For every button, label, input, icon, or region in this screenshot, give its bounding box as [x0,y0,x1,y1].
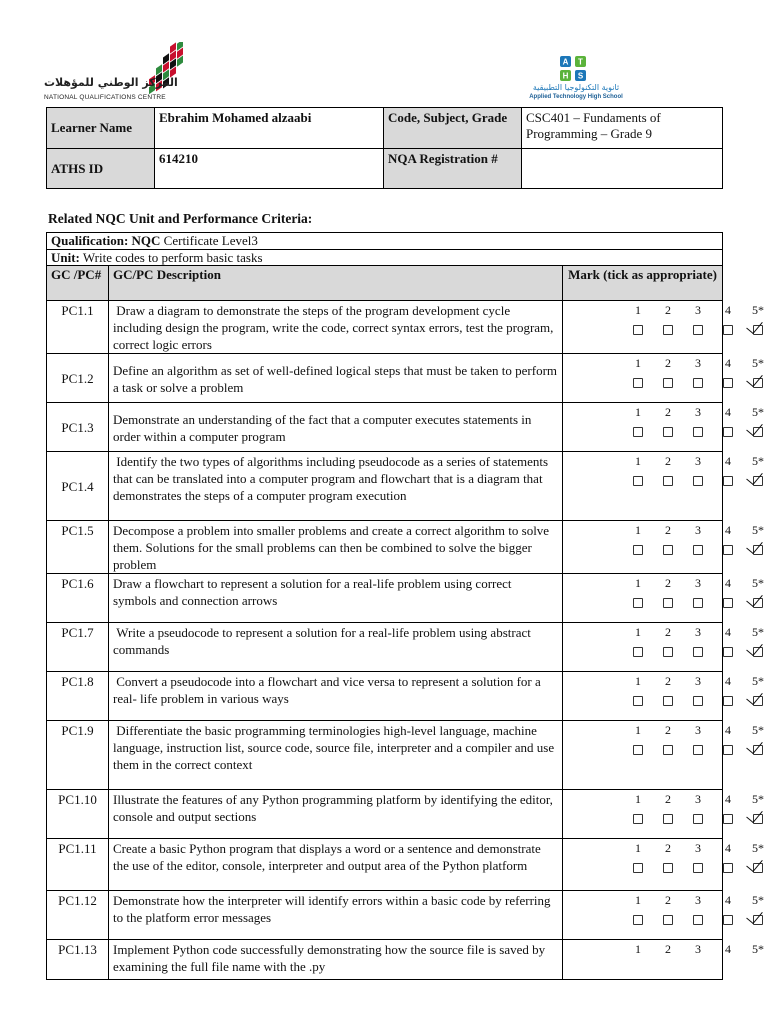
nqc-logo [44,42,184,106]
criterion-description: Identify the two types of algorithms including pseudocode as a series of statements that can be translated into a computer program and flowchart that is a diagram that demonstrates the steps of a computer program execution [109,452,563,521]
aths-letter-t: T [578,57,583,67]
mark-checkbox-cell [743,855,768,881]
mark-checkbox-icon[interactable] [723,598,733,608]
mark-scale-number: 1 [635,723,641,737]
aths-letter-s: S [577,71,584,81]
mark-scale-number: 5* [752,523,764,537]
criterion-row [47,721,723,790]
mark-checkbox-icon[interactable] [723,915,733,925]
qualification-row [47,233,723,250]
aths-letter-h: H [562,71,569,81]
mark-checkbox-cell [713,537,743,563]
criterion-row [47,354,723,403]
mark-checkbox-cell [743,639,768,665]
mark-checkbox-cell [653,537,683,563]
mark-scale-number: 3 [695,454,701,468]
mark-checkbox-icon[interactable] [663,598,673,608]
mark-scale-number: 3 [695,893,701,907]
mark-scale [563,301,764,343]
mark-scale-number: 1 [635,303,641,317]
mark-scale-number: 1 [635,942,641,956]
mark-scale [563,403,764,445]
mark-scale-number: 3 [695,792,701,806]
mark-checkbox-icon[interactable] [663,814,673,824]
criterion-id: PC1.6 [47,574,109,623]
mark-checkbox-checked-icon[interactable] [753,696,763,706]
mark-checkbox-icon[interactable] [693,598,703,608]
mark-checkbox-cell [623,639,653,665]
mark-checkbox-cell [623,537,653,563]
learner-name-label: Learner Name [47,108,155,149]
mark-checkbox-icon[interactable] [663,378,673,388]
mark-scale-number: 4 [725,893,731,907]
mark-scale-number: 1 [635,523,641,537]
mark-checkbox-cell [713,317,743,343]
mark-checkbox-checked-icon[interactable] [753,545,763,555]
mark-checkbox-cell [653,468,683,494]
criterion-id: PC1.10 [47,790,109,839]
mark-scale-number: 3 [695,405,701,419]
criterion-id: PC1.3 [47,403,109,452]
desc-column-header: GC/PC Description [109,266,563,301]
mark-checkbox-icon[interactable] [633,915,643,925]
criterion-row [47,403,723,452]
mark-checkbox-cell [623,317,653,343]
mark-checkbox-checked-icon[interactable] [753,814,763,824]
criterion-mark [563,301,764,354]
criterion-description: Demonstrate how the interpreter will identify errors within a basic code by referring to the platform error messages [109,891,563,940]
mark-checkbox-icon[interactable] [663,647,673,657]
criterion-id: PC1.13 [47,940,109,980]
criterion-id: PC1.9 [47,721,109,790]
mark-checkbox-icon[interactable] [633,696,643,706]
mark-checkbox-cell [743,537,768,563]
nqc-arabic-name: المركز الوطني للمؤهلات [44,76,178,89]
mark-checkbox-icon[interactable] [633,427,643,437]
qualification-value: Certificate Level3 [160,233,258,248]
mark-scale-number: 5* [752,674,764,688]
unit-label: Unit: [51,250,80,265]
section-title: Related NQC Unit and Performance Criteria: [48,211,313,226]
mark-checkbox-cell [743,370,768,396]
criterion-mark [563,940,764,980]
mark-scale-number: 4 [725,841,731,855]
mark-scale-number: 2 [665,942,671,956]
mark-checkbox-icon[interactable] [633,863,643,873]
mark-scale-number: 2 [665,356,671,370]
mark-scale-number: 3 [695,942,701,956]
mark-checkbox-icon[interactable] [663,476,673,486]
criterion-description: Draw a flowchart to represent a solution for a real-life problem using correct symbols and connection arrows [109,574,563,623]
mark-checkbox-icon[interactable] [723,696,733,706]
mark-scale [563,354,764,396]
criterion-id: PC1.11 [47,839,109,891]
mark-scale-number: 1 [635,792,641,806]
mark-checkbox-checked-icon[interactable] [753,325,763,335]
pc-column-header: GC /PC# [47,266,109,301]
mark-checkbox-cell [743,317,768,343]
criterion-description: Write a pseudocode to represent a solution for a real-life problem using abstract commands [109,623,563,672]
mark-scale-number: 2 [665,303,671,317]
mark-checkbox-cell [713,419,743,445]
learner-info-row [47,149,723,189]
mark-scale-number: 4 [725,792,731,806]
mark-scale-number: 3 [695,625,701,639]
mark-scale-number: 3 [695,841,701,855]
mark-scale-number: 4 [725,303,731,317]
mark-checkbox-cell [683,468,713,494]
learner-info-row [47,108,723,149]
column-header-row [47,266,723,301]
mark-checkbox-icon[interactable] [663,545,673,555]
mark-scale-number: 3 [695,723,701,737]
criterion-mark [563,574,764,623]
mark-checkbox-cell [713,806,743,832]
mark-checkbox-cell [653,855,683,881]
mark-scale-number: 3 [695,576,701,590]
criterion-row [47,452,723,521]
mark-checkbox-icon[interactable] [693,647,703,657]
mark-checkbox-icon[interactable] [723,545,733,555]
criterion-row [47,672,723,721]
mark-scale [563,452,764,494]
criterion-row [47,301,723,354]
criterion-mark [563,790,764,839]
mark-checkbox-icon[interactable] [633,476,643,486]
mark-checkbox-icon[interactable] [723,476,733,486]
mark-scale-number: 1 [635,576,641,590]
mark-scale [563,790,764,832]
mark-checkbox-icon[interactable] [633,545,643,555]
mark-scale-number: 4 [725,356,731,370]
criterion-mark [563,403,764,452]
criterion-mark [563,521,764,574]
mark-scale-number: 2 [665,576,671,590]
criterion-id: PC1.8 [47,672,109,721]
unit-cell [47,250,723,266]
aths-logo [528,56,624,104]
criterion-row [47,790,723,839]
qualification-bold-value: NQC [131,233,161,248]
mark-checkbox-icon[interactable] [633,325,643,335]
mark-scale-number: 4 [725,523,731,537]
mark-scale-number: 2 [665,841,671,855]
mark-checkbox-cell [653,737,683,763]
criterion-description: Implement Python code successfully demonstrating how the source file is saved by examining the full file name with the .py [109,940,563,980]
mark-scale [563,940,764,956]
mark-checkbox-cell [683,688,713,714]
mark-scale-number: 5* [752,454,764,468]
mark-checkbox-cell [743,468,768,494]
criterion-row [47,940,723,980]
mark-checkbox-cell [683,855,713,881]
mark-checkbox-cell [653,370,683,396]
mark-checkbox-checked-icon[interactable] [753,378,763,388]
mark-checkbox-cell [653,419,683,445]
mark-scale-number: 4 [725,405,731,419]
mark-scale-number: 2 [665,405,671,419]
criterion-description: Decompose a problem into smaller problems and create a correct algorithm to solve them. Solutions for the small problems can then be combined to solve the bigger problem [109,521,563,574]
mark-checkbox-cell [623,468,653,494]
criterion-description: Illustrate the features of any Python programming platform by identifying the editor, console and output sections [109,790,563,839]
criterion-mark [563,672,764,721]
mark-checkbox-cell [623,370,653,396]
mark-scale-number: 5* [752,893,764,907]
unit-row [47,250,723,266]
mark-checkbox-cell [623,688,653,714]
mark-scale-number: 4 [725,576,731,590]
mark-checkbox-cell [713,370,743,396]
mark-checkbox-cell [743,737,768,763]
mark-checkbox-icon[interactable] [693,745,703,755]
mark-checkbox-icon[interactable] [633,745,643,755]
mark-checkbox-cell [623,419,653,445]
mark-scale-number: 1 [635,674,641,688]
mark-checkbox-icon[interactable] [693,325,703,335]
mark-checkbox-icon[interactable] [723,647,733,657]
mark-checkbox-cell [713,737,743,763]
mark-scale-number: 2 [665,792,671,806]
mark-checkbox-cell [713,855,743,881]
mark-checkbox-checked-icon[interactable] [753,476,763,486]
mark-checkbox-checked-icon[interactable] [753,745,763,755]
mark-checkbox-checked-icon[interactable] [753,427,763,437]
criterion-id: PC1.2 [47,354,109,403]
criterion-mark [563,891,764,940]
mark-checkbox-icon[interactable] [663,427,673,437]
mark-checkbox-cell [683,639,713,665]
mark-scale-number: 5* [752,356,764,370]
criterion-id: PC1.12 [47,891,109,940]
criterion-row [47,839,723,891]
mark-scale [563,521,764,563]
mark-scale-number: 5* [752,723,764,737]
nqc-english-name: NATIONAL QUALIFICATIONS CENTRE [44,94,166,101]
mark-checkbox-icon[interactable] [723,745,733,755]
criterion-mark [563,354,764,403]
mark-scale [563,721,764,763]
criterion-description: Differentiate the basic programming terminologies high-level language, machine language, instruction list, source code, source file, interpreter and a compiler and use them in the correct context [109,721,563,790]
mark-scale-number: 3 [695,523,701,537]
mark-scale-number: 4 [725,723,731,737]
mark-scale-number: 5* [752,625,764,639]
mark-scale-number: 2 [665,625,671,639]
mark-checkbox-icon[interactable] [693,915,703,925]
mark-scale-number: 1 [635,454,641,468]
mark-checkbox-cell [743,590,768,616]
qualification-cell [47,233,723,250]
mark-checkbox-icon[interactable] [693,476,703,486]
mark-checkbox-cell [683,590,713,616]
nqa-registration-label: NQA Registration # [384,149,522,189]
mark-checkbox-icon[interactable] [663,745,673,755]
mark-checkbox-cell [713,907,743,933]
mark-checkbox-icon[interactable] [723,863,733,873]
criterion-mark [563,721,764,790]
criterion-row [47,623,723,672]
mark-checkbox-cell [743,419,768,445]
aths-letter-a: A [562,57,569,67]
mark-scale-number: 5* [752,576,764,590]
aths-arabic-name: ثانوية التكنولوجيا التطبيقية [532,83,620,92]
mark-checkbox-icon[interactable] [723,427,733,437]
mark-checkbox-checked-icon[interactable] [753,863,763,873]
mark-checkbox-cell [653,639,683,665]
mark-checkbox-icon[interactable] [663,863,673,873]
criterion-description: Demonstrate an understanding of the fact that a computer executes statements in order within a computer program [109,403,563,452]
mark-checkbox-cell [683,537,713,563]
mark-checkbox-icon[interactable] [723,378,733,388]
criterion-row [47,521,723,574]
criterion-row [47,574,723,623]
criterion-mark [563,839,764,891]
mark-checkbox-checked-icon[interactable] [753,598,763,608]
mark-scale-number: 1 [635,405,641,419]
mark-checkbox-icon[interactable] [693,427,703,437]
mark-checkbox-icon[interactable] [633,647,643,657]
mark-checkbox-cell [683,370,713,396]
code-subject-grade-value: CSC401 – Fundaments of Programming – Grade 9 [522,108,723,149]
mark-checkbox-cell [743,806,768,832]
mark-checkbox-cell [713,688,743,714]
mark-scale-number: 4 [725,625,731,639]
mark-checkbox-icon[interactable] [693,814,703,824]
mark-checkbox-icon[interactable] [663,325,673,335]
mark-checkbox-checked-icon[interactable] [753,647,763,657]
mark-checkbox-icon[interactable] [663,915,673,925]
criterion-mark [563,452,764,521]
mark-checkbox-cell [683,419,713,445]
mark-checkbox-cell [623,855,653,881]
mark-checkbox-icon[interactable] [633,598,643,608]
mark-checkbox-cell [653,317,683,343]
mark-checkbox-icon[interactable] [693,378,703,388]
mark-checkbox-cell [683,806,713,832]
criterion-description: Create a basic Python program that displays a word or a sentence and demonstrate the use of the editor, console, interpreter and output area of the Python platform [109,839,563,891]
learner-info-table [46,107,723,189]
criterion-description: Convert a pseudocode into a flowchart and vice versa to represent a solution for a real- life problem in various ways [109,672,563,721]
mark-scale-number: 5* [752,942,764,956]
mark-scale-number: 5* [752,303,764,317]
unit-value: Write codes to perform basic tasks [79,250,263,265]
criterion-id: PC1.4 [47,452,109,521]
mark-checkbox-icon[interactable] [693,545,703,555]
mark-scale [563,891,764,933]
mark-scale-number: 1 [635,356,641,370]
aths-id-value: 614210 [155,149,384,189]
criterion-id: PC1.1 [47,301,109,354]
mark-scale-number: 3 [695,674,701,688]
criterion-id: PC1.5 [47,521,109,574]
criterion-id: PC1.7 [47,623,109,672]
mark-checkbox-icon[interactable] [693,696,703,706]
mark-scale-number: 5* [752,405,764,419]
mark-checkbox-cell [653,590,683,616]
mark-checkbox-icon[interactable] [633,814,643,824]
mark-scale [563,574,764,616]
mark-checkbox-cell [713,639,743,665]
mark-checkbox-cell [653,806,683,832]
mark-checkbox-cell [623,806,653,832]
nqa-registration-value [522,149,723,189]
mark-checkbox-cell [623,590,653,616]
mark-scale [563,623,764,665]
qualification-label: Qualification: [51,233,129,248]
criterion-row [47,891,723,940]
aths-emblem-icon [558,56,588,84]
criteria-table [46,232,764,980]
mark-scale-number: 4 [725,674,731,688]
mark-scale-number: 2 [665,674,671,688]
mark-checkbox-cell [623,737,653,763]
mark-scale-number: 4 [725,454,731,468]
mark-scale-number: 2 [665,893,671,907]
mark-scale-number: 2 [665,454,671,468]
mark-checkbox-cell [623,907,653,933]
mark-checkbox-cell [743,688,768,714]
criterion-mark [563,623,764,672]
mark-scale [563,672,764,714]
aths-id-label: ATHS ID [47,149,155,189]
mark-checkbox-icon[interactable] [663,696,673,706]
mark-checkbox-checked-icon[interactable] [753,915,763,925]
mark-checkbox-icon[interactable] [723,325,733,335]
mark-checkbox-cell [713,590,743,616]
mark-checkbox-icon[interactable] [723,814,733,824]
mark-checkbox-cell [683,317,713,343]
mark-scale [563,839,764,881]
mark-column-header: Mark (tick as appropriate) [563,266,723,301]
mark-checkbox-cell [683,907,713,933]
mark-checkbox-cell [713,468,743,494]
aths-english-name: Applied Technology High School [529,94,623,100]
mark-scale-number: 1 [635,625,641,639]
mark-scale-number: 1 [635,893,641,907]
mark-scale-number: 5* [752,792,764,806]
mark-checkbox-cell [653,907,683,933]
mark-checkbox-icon[interactable] [633,378,643,388]
mark-scale-number: 1 [635,841,641,855]
mark-checkbox-cell [683,737,713,763]
criterion-description: Define an algorithm as set of well-defined logical steps that must be taken to perform a task or solve a problem [109,354,563,403]
mark-scale-number: 4 [725,942,731,956]
mark-scale-number: 2 [665,723,671,737]
mark-scale-number: 3 [695,303,701,317]
mark-scale-number: 5* [752,841,764,855]
mark-checkbox-cell [743,907,768,933]
learner-name-value: Ebrahim Mohamed alzaabi [155,108,384,149]
mark-scale-number: 2 [665,523,671,537]
criterion-description: Draw a diagram to demonstrate the steps of the program development cycle including design the program, write the code, correct syntax errors, test the program, correct logic errors [109,301,563,354]
mark-checkbox-cell [653,688,683,714]
code-subject-grade-label: Code, Subject, Grade [384,108,522,149]
mark-scale-number: 3 [695,356,701,370]
mark-checkbox-icon[interactable] [693,863,703,873]
